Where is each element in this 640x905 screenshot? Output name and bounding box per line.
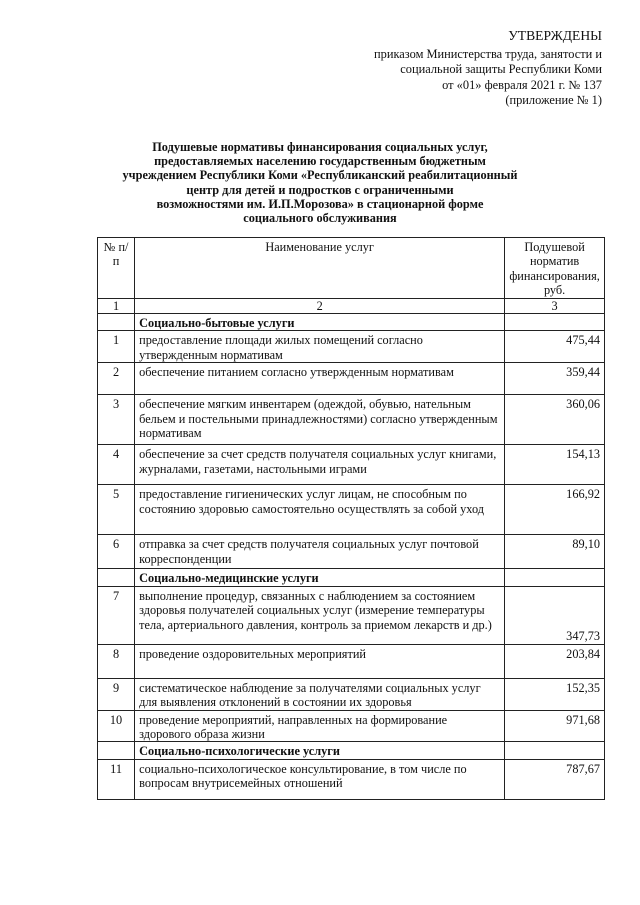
table-row <box>98 678 605 710</box>
row-name: обеспечение питанием согласно утвержденным нормативам <box>135 363 505 395</box>
title-line: учреждением Республики Коми «Республиканский реабилитационный <box>122 168 518 183</box>
row-value: 89,10 <box>505 535 605 569</box>
table-row <box>98 644 605 678</box>
row-num: 6 <box>98 535 135 569</box>
row-num: 4 <box>98 445 135 485</box>
section-title: Социально-бытовые услуги <box>135 314 505 331</box>
row-value: 203,84 <box>505 644 605 678</box>
section-row <box>98 569 605 586</box>
section-row <box>98 742 605 759</box>
header-value: Подушевой норматив финансирования, руб. <box>505 238 605 299</box>
table-row <box>98 331 605 363</box>
title-line: возможностями им. И.П.Морозова» в стационарной форме <box>156 196 484 211</box>
row-value: 475,44 <box>505 331 605 363</box>
table-header-row <box>98 238 605 299</box>
row-value: 787,67 <box>505 759 605 799</box>
table-row <box>98 759 605 799</box>
table-row <box>98 363 605 395</box>
column-index: 2 <box>135 298 505 313</box>
row-name: проведение оздоровительных мероприятий <box>135 644 505 678</box>
row-name: систематическое наблюдение за получателями социальных услуг для выявления отклонений в состоянии их здоровья <box>135 678 505 710</box>
approval-heading: УТВЕРЖДЕНЫ <box>508 28 602 43</box>
section-title: Социально-психологические услуги <box>135 742 505 759</box>
table-row <box>98 586 605 644</box>
approval-appendix: (приложение № 1) <box>505 93 602 108</box>
row-value: 360,06 <box>505 395 605 445</box>
approval-date-line: от «01» февраля 2021 г. № 137 <box>442 77 602 92</box>
row-name: предоставление площади жилых помещений согласно утвержденным нормативам <box>135 331 505 363</box>
row-num: 10 <box>98 710 135 742</box>
row-value: 359,44 <box>505 363 605 395</box>
row-num: 9 <box>98 678 135 710</box>
column-index: 3 <box>505 298 605 313</box>
row-name: отправка за счет средств получателя социальных услуг почтовой корреспонденции <box>135 535 505 569</box>
title-line: предоставляемых населению государственным бюджетным <box>154 154 486 169</box>
row-value: 154,13 <box>505 445 605 485</box>
row-value: 152,35 <box>505 678 605 710</box>
row-name: выполнение процедур, связанных с наблюдением за состоянием здоровья получателей социальных услуг (измерение температуры тела, артериального давления, контроль за приемом лекарств и др.) <box>135 586 505 644</box>
column-index-row <box>98 298 605 313</box>
row-num: 2 <box>98 363 135 395</box>
row-value: 166,92 <box>505 485 605 535</box>
row-num: 11 <box>98 759 135 799</box>
title-line: социального обслуживания <box>243 211 397 226</box>
row-name: предоставление гигиенических услуг лицам, не способным по состоянию здоровью самостоятельно осуществлять за собой уход <box>135 485 505 535</box>
row-name: социально-психологическое консультирование, в том числе по вопросам внутрисемейных отношений <box>135 759 505 799</box>
approval-line: приказом Министерства труда, занятости и <box>374 46 602 61</box>
table-row <box>98 485 605 535</box>
row-num: 8 <box>98 644 135 678</box>
row-name: обеспечение за счет средств получателя социальных услуг книгами, журналами, газетами, настольными играми <box>135 445 505 485</box>
document-title <box>120 140 520 225</box>
approval-line: социальной защиты Республики Коми <box>400 62 602 77</box>
row-value: 347,73 <box>505 586 605 644</box>
row-name: проведение мероприятий, направленных на формирование здорового образа жизни <box>135 710 505 742</box>
column-index: 1 <box>98 298 135 313</box>
table-row <box>98 395 605 445</box>
section-row <box>98 314 605 331</box>
section-title: Социально-медицинские услуги <box>135 569 505 586</box>
row-num: 7 <box>98 586 135 644</box>
table-body <box>98 314 605 800</box>
title-line: Подушевые нормативы финансирования социальных услуг, <box>152 140 488 154</box>
row-value: 971,68 <box>505 710 605 742</box>
title-line: центр для детей и подростков с ограниченными <box>186 182 454 197</box>
approval-block <box>302 28 602 109</box>
row-num: 1 <box>98 331 135 363</box>
row-name: обеспечение мягким инвентарем (одеждой, обувью, нательным бельем и постельными принадлежностями) согласно утвержденным нормативам <box>135 395 505 445</box>
row-num: 3 <box>98 395 135 445</box>
row-num: 5 <box>98 485 135 535</box>
table-row <box>98 710 605 742</box>
header-name: Наименование услуг <box>135 238 505 299</box>
services-table <box>97 237 605 800</box>
table-row <box>98 535 605 569</box>
table-row <box>98 445 605 485</box>
header-num: № п/п <box>98 238 135 299</box>
